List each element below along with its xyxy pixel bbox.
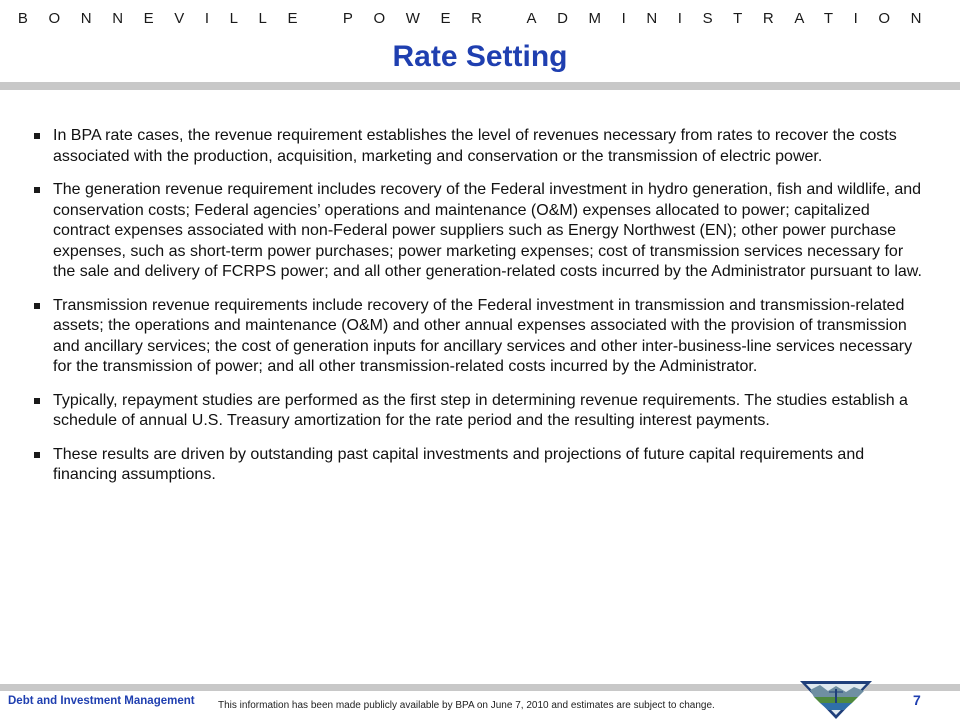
footer-department: Debt and Investment Management xyxy=(8,695,195,707)
organization-header: BONNEVILLE POWER ADMINISTRATION xyxy=(17,10,943,27)
bpa-logo-icon xyxy=(798,680,874,720)
footer-disclaimer: This information has been made publicly available by BPA on June 7, 2010 and estimates are subject to change. xyxy=(218,700,715,711)
bullet-item xyxy=(34,391,929,432)
square-bullet-icon xyxy=(34,398,40,404)
bullet-item xyxy=(34,296,929,378)
bullet-item xyxy=(34,126,929,167)
bullet-text: In BPA rate cases, the revenue requirement establishes the level of revenues necessary from rates to recover the costs associated with the production, acquisition, marketing and conservation or the transmission of electric power. xyxy=(53,127,897,165)
bullet-list xyxy=(34,126,929,499)
bullet-text: The generation revenue requirement includes recovery of the Federal investment in hydro generation, fish and wildlife, and conservation costs; Federal agencies’ operations and maintenance (O&M) expenses allocated to power; capitalized contract expenses associated with non-Federal power suppliers such as Energy Northwest (EN); other power purchase expenses, such as short-term power purchases; power marketing expenses; cost of transmission services necessary for the sale and delivery of FCRPS power; and all other generation-related costs incurred by the Administrator pursuant to law. xyxy=(53,181,922,280)
page-title: Rate Setting xyxy=(392,40,568,73)
square-bullet-icon xyxy=(34,187,40,193)
square-bullet-icon xyxy=(34,133,40,139)
page-number: 7 xyxy=(913,692,921,708)
title-divider xyxy=(0,82,960,90)
bullet-text: Transmission revenue requirements include recovery of the Federal investment in transmission and transmission-related assets; the operations and maintenance (O&M) and other annual expenses associated with the provision of transmission and ancillary services; the cost of generation inputs for ancillary services and other inter-business-line services necessary for the transmission of power; and all other transmission-related costs incurred by the Administrator. xyxy=(53,296,913,375)
bullet-item xyxy=(34,180,929,283)
bullet-item xyxy=(34,445,929,486)
square-bullet-icon xyxy=(34,452,40,458)
bullet-text: These results are driven by outstanding past capital investments and projections of future capital requirements and financing assumptions. xyxy=(53,445,865,483)
square-bullet-icon xyxy=(34,303,40,309)
bullet-text: Typically, repayment studies are performed as the first step in determining revenue requirements. The studies establish a schedule of annual U.S. Treasury amortization for the rate period and the resulting interest payments. xyxy=(53,391,908,429)
